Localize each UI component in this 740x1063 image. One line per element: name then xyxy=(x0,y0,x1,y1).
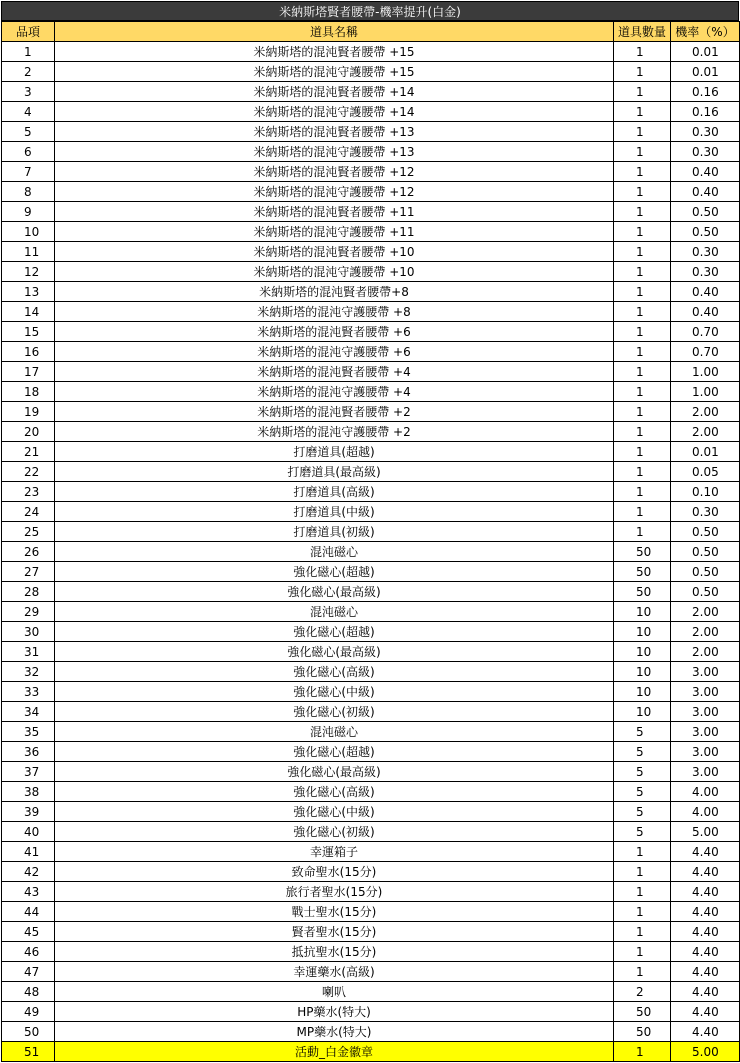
item-rate-cell: 4.40 xyxy=(671,922,740,942)
item-name-cell: 抵抗聖水(15分) xyxy=(55,942,614,962)
item-qty-cell: 1 xyxy=(614,82,671,102)
item-rate-cell: 0.16 xyxy=(671,82,740,102)
item-qty-cell: 1 xyxy=(614,1042,671,1062)
table-row xyxy=(2,502,740,522)
item-name-cell: 米納斯塔的混沌賢者腰帶 +12 xyxy=(55,162,614,182)
item-qty-cell: 1 xyxy=(614,502,671,522)
item-name-cell: 活動_白金徽章 xyxy=(55,1042,614,1062)
item-qty-cell: 1 xyxy=(614,342,671,362)
table-row xyxy=(2,802,740,822)
item-name-cell: 混沌磁心 xyxy=(55,602,614,622)
item-no-cell: 7 xyxy=(2,162,55,182)
item-qty-cell: 5 xyxy=(614,802,671,822)
item-qty-cell: 1 xyxy=(614,942,671,962)
table-row xyxy=(2,882,740,902)
item-name-cell: HP藥水(特大) xyxy=(55,1002,614,1022)
item-name-cell: 米納斯塔的混沌守護腰帶 +14 xyxy=(55,102,614,122)
item-rate-cell: 0.01 xyxy=(671,442,740,462)
table-row xyxy=(2,782,740,802)
item-no-cell: 24 xyxy=(2,502,55,522)
item-name-cell: 米納斯塔的混沌守護腰帶 +8 xyxy=(55,302,614,322)
item-name-cell: 幸運藥水(高級) xyxy=(55,962,614,982)
item-rate-cell: 0.01 xyxy=(671,62,740,82)
item-qty-cell: 1 xyxy=(614,462,671,482)
item-qty-cell: 1 xyxy=(614,382,671,402)
item-rate-cell: 2.00 xyxy=(671,422,740,442)
item-rate-cell: 0.01 xyxy=(671,42,740,62)
item-name-cell: 混沌磁心 xyxy=(55,722,614,742)
item-name-cell: 米納斯塔的混沌賢者腰帶 +15 xyxy=(55,42,614,62)
item-no-cell: 21 xyxy=(2,442,55,462)
item-qty-cell: 1 xyxy=(614,402,671,422)
item-name-cell: 強化磁心(中級) xyxy=(55,682,614,702)
table-row xyxy=(2,382,740,402)
item-qty-cell: 10 xyxy=(614,622,671,642)
table-row xyxy=(2,982,740,1002)
item-rate-cell: 2.00 xyxy=(671,402,740,422)
table-row xyxy=(2,642,740,662)
item-rate-cell: 0.30 xyxy=(671,502,740,522)
table-row xyxy=(2,182,740,202)
item-no-cell: 42 xyxy=(2,862,55,882)
item-name-cell: 米納斯塔的混沌賢者腰帶 +6 xyxy=(55,322,614,342)
item-qty-cell: 10 xyxy=(614,702,671,722)
item-name-cell: 米納斯塔的混沌賢者腰帶 +4 xyxy=(55,362,614,382)
item-qty-cell: 1 xyxy=(614,42,671,62)
item-no-cell: 3 xyxy=(2,82,55,102)
table-row xyxy=(2,862,740,882)
item-qty-cell: 1 xyxy=(614,902,671,922)
item-no-cell: 34 xyxy=(2,702,55,722)
item-no-cell: 39 xyxy=(2,802,55,822)
item-rate-cell: 1.00 xyxy=(671,362,740,382)
item-qty-cell: 1 xyxy=(614,222,671,242)
item-rate-cell: 4.40 xyxy=(671,902,740,922)
item-rate-cell: 0.70 xyxy=(671,342,740,362)
item-rate-cell: 3.00 xyxy=(671,762,740,782)
item-rate-cell: 3.00 xyxy=(671,722,740,742)
item-name-cell: 打磨道具(初級) xyxy=(55,522,614,542)
item-name-cell: 強化磁心(超越) xyxy=(55,742,614,762)
header-item-no: 品項 xyxy=(2,22,55,42)
item-name-cell: 旅行者聖水(15分) xyxy=(55,882,614,902)
item-no-cell: 1 xyxy=(2,42,55,62)
table-row xyxy=(2,282,740,302)
item-name-cell: 強化磁心(最高級) xyxy=(55,582,614,602)
item-name-cell: 米納斯塔的混沌守護腰帶 +13 xyxy=(55,142,614,162)
item-rate-cell: 0.50 xyxy=(671,202,740,222)
item-rate-cell: 2.00 xyxy=(671,622,740,642)
table-row xyxy=(2,202,740,222)
item-name-cell: 米納斯塔的混沌賢者腰帶+8 xyxy=(55,282,614,302)
item-qty-cell: 5 xyxy=(614,722,671,742)
item-qty-cell: 1 xyxy=(614,842,671,862)
table-row xyxy=(2,122,740,142)
sheet-title: 米納斯塔賢者腰帶-機率提升(白金) xyxy=(1,1,739,21)
table-row xyxy=(2,582,740,602)
item-no-cell: 33 xyxy=(2,682,55,702)
item-name-cell: 致命聖水(15分) xyxy=(55,862,614,882)
item-qty-cell: 1 xyxy=(614,882,671,902)
item-qty-cell: 1 xyxy=(614,182,671,202)
table-row xyxy=(2,362,740,382)
item-name-cell: 強化磁心(最高級) xyxy=(55,642,614,662)
item-name-cell: 打磨道具(超越) xyxy=(55,442,614,462)
table-row xyxy=(2,302,740,322)
table-row xyxy=(2,262,740,282)
item-rate-cell: 0.10 xyxy=(671,482,740,502)
item-rate-cell: 4.40 xyxy=(671,1022,740,1042)
item-rate-cell: 3.00 xyxy=(671,742,740,762)
item-qty-cell: 1 xyxy=(614,482,671,502)
item-no-cell: 37 xyxy=(2,762,55,782)
item-name-cell: 強化磁心(初級) xyxy=(55,822,614,842)
item-no-cell: 18 xyxy=(2,382,55,402)
item-rate-cell: 0.50 xyxy=(671,542,740,562)
item-no-cell: 47 xyxy=(2,962,55,982)
table-row xyxy=(2,702,740,722)
table-row xyxy=(2,542,740,562)
item-qty-cell: 1 xyxy=(614,442,671,462)
item-no-cell: 20 xyxy=(2,422,55,442)
item-name-cell: 強化磁心(高級) xyxy=(55,782,614,802)
table-row xyxy=(2,422,740,442)
item-no-cell: 41 xyxy=(2,842,55,862)
table-row xyxy=(2,842,740,862)
item-name-cell: 米納斯塔的混沌守護腰帶 +15 xyxy=(55,62,614,82)
item-no-cell: 32 xyxy=(2,662,55,682)
item-rate-cell: 5.00 xyxy=(671,1042,740,1062)
item-no-cell: 25 xyxy=(2,522,55,542)
probability-table xyxy=(1,21,740,1062)
item-rate-cell: 0.50 xyxy=(671,562,740,582)
item-name-cell: 強化磁心(高級) xyxy=(55,662,614,682)
table-row xyxy=(2,662,740,682)
item-rate-cell: 0.16 xyxy=(671,102,740,122)
item-name-cell: 打磨道具(最高級) xyxy=(55,462,614,482)
item-no-cell: 16 xyxy=(2,342,55,362)
item-rate-cell: 0.70 xyxy=(671,322,740,342)
item-no-cell: 49 xyxy=(2,1002,55,1022)
item-name-cell: 幸運箱子 xyxy=(55,842,614,862)
item-qty-cell: 1 xyxy=(614,142,671,162)
item-qty-cell: 5 xyxy=(614,782,671,802)
item-qty-cell: 5 xyxy=(614,762,671,782)
item-no-cell: 9 xyxy=(2,202,55,222)
header-item-name: 道具名稱 xyxy=(55,22,614,42)
item-no-cell: 46 xyxy=(2,942,55,962)
table-row xyxy=(2,322,740,342)
table-row xyxy=(2,722,740,742)
item-rate-cell: 4.00 xyxy=(671,782,740,802)
item-name-cell: 強化磁心(初級) xyxy=(55,702,614,722)
item-qty-cell: 1 xyxy=(614,522,671,542)
item-name-cell: 米納斯塔的混沌賢者腰帶 +13 xyxy=(55,122,614,142)
item-no-cell: 36 xyxy=(2,742,55,762)
table-row xyxy=(2,622,740,642)
table-header-row xyxy=(2,22,740,42)
item-name-cell: 打磨道具(中級) xyxy=(55,502,614,522)
item-rate-cell: 2.00 xyxy=(671,642,740,662)
item-rate-cell: 4.40 xyxy=(671,982,740,1002)
item-no-cell: 26 xyxy=(2,542,55,562)
item-rate-cell: 0.40 xyxy=(671,282,740,302)
item-qty-cell: 50 xyxy=(614,542,671,562)
table-row xyxy=(2,902,740,922)
item-name-cell: 喇叭 xyxy=(55,982,614,1002)
item-no-cell: 28 xyxy=(2,582,55,602)
item-qty-cell: 50 xyxy=(614,1002,671,1022)
item-rate-cell: 4.40 xyxy=(671,942,740,962)
item-qty-cell: 5 xyxy=(614,742,671,762)
item-qty-cell: 10 xyxy=(614,662,671,682)
item-qty-cell: 1 xyxy=(614,862,671,882)
header-item-qty: 道具數量 xyxy=(614,22,671,42)
item-no-cell: 31 xyxy=(2,642,55,662)
item-rate-cell: 5.00 xyxy=(671,822,740,842)
item-qty-cell: 1 xyxy=(614,282,671,302)
item-name-cell: 米納斯塔的混沌賢者腰帶 +10 xyxy=(55,242,614,262)
item-qty-cell: 10 xyxy=(614,642,671,662)
item-no-cell: 15 xyxy=(2,322,55,342)
table-row xyxy=(2,222,740,242)
item-rate-cell: 0.50 xyxy=(671,222,740,242)
table-row xyxy=(2,1002,740,1022)
item-no-cell: 45 xyxy=(2,922,55,942)
item-qty-cell: 10 xyxy=(614,682,671,702)
table-row xyxy=(2,602,740,622)
item-rate-cell: 0.30 xyxy=(671,142,740,162)
item-no-cell: 27 xyxy=(2,562,55,582)
item-qty-cell: 1 xyxy=(614,162,671,182)
item-name-cell: 米納斯塔的混沌守護腰帶 +2 xyxy=(55,422,614,442)
table-row xyxy=(2,62,740,82)
item-qty-cell: 2 xyxy=(614,982,671,1002)
item-rate-cell: 0.30 xyxy=(671,242,740,262)
item-rate-cell: 3.00 xyxy=(671,662,740,682)
item-no-cell: 14 xyxy=(2,302,55,322)
item-rate-cell: 3.00 xyxy=(671,682,740,702)
table-row xyxy=(2,342,740,362)
item-no-cell: 17 xyxy=(2,362,55,382)
item-qty-cell: 1 xyxy=(614,362,671,382)
item-no-cell: 29 xyxy=(2,602,55,622)
item-rate-cell: 0.30 xyxy=(671,262,740,282)
item-qty-cell: 1 xyxy=(614,422,671,442)
table-row xyxy=(2,562,740,582)
item-name-cell: 米納斯塔的混沌守護腰帶 +12 xyxy=(55,182,614,202)
item-rate-cell: 0.40 xyxy=(671,162,740,182)
table-row xyxy=(2,942,740,962)
item-rate-cell: 4.40 xyxy=(671,882,740,902)
table-row xyxy=(2,822,740,842)
item-no-cell: 35 xyxy=(2,722,55,742)
table-row xyxy=(2,922,740,942)
item-name-cell: 混沌磁心 xyxy=(55,542,614,562)
item-name-cell: 米納斯塔的混沌賢者腰帶 +11 xyxy=(55,202,614,222)
probability-sheet xyxy=(1,1,739,1062)
table-row xyxy=(2,482,740,502)
item-no-cell: 23 xyxy=(2,482,55,502)
item-rate-cell: 2.00 xyxy=(671,602,740,622)
item-name-cell: 米納斯塔的混沌賢者腰帶 +2 xyxy=(55,402,614,422)
item-no-cell: 50 xyxy=(2,1022,55,1042)
item-rate-cell: 0.40 xyxy=(671,182,740,202)
item-no-cell: 8 xyxy=(2,182,55,202)
item-qty-cell: 1 xyxy=(614,202,671,222)
item-no-cell: 10 xyxy=(2,222,55,242)
table-row xyxy=(2,102,740,122)
item-qty-cell: 1 xyxy=(614,322,671,342)
item-name-cell: 賢者聖水(15分) xyxy=(55,922,614,942)
table-row xyxy=(2,242,740,262)
item-name-cell: 米納斯塔的混沌守護腰帶 +6 xyxy=(55,342,614,362)
table-row xyxy=(2,462,740,482)
item-name-cell: 強化磁心(超越) xyxy=(55,622,614,642)
item-name-cell: MP藥水(特大) xyxy=(55,1022,614,1042)
item-no-cell: 6 xyxy=(2,142,55,162)
item-no-cell: 12 xyxy=(2,262,55,282)
item-rate-cell: 0.05 xyxy=(671,462,740,482)
item-rate-cell: 4.40 xyxy=(671,962,740,982)
item-name-cell: 米納斯塔的混沌守護腰帶 +10 xyxy=(55,262,614,282)
table-row xyxy=(2,742,740,762)
item-name-cell: 米納斯塔的混沌守護腰帶 +4 xyxy=(55,382,614,402)
item-qty-cell: 1 xyxy=(614,62,671,82)
item-qty-cell: 1 xyxy=(614,122,671,142)
item-name-cell: 米納斯塔的混沌守護腰帶 +11 xyxy=(55,222,614,242)
item-name-cell: 米納斯塔的混沌賢者腰帶 +14 xyxy=(55,82,614,102)
item-qty-cell: 1 xyxy=(614,262,671,282)
item-qty-cell: 1 xyxy=(614,962,671,982)
item-rate-cell: 4.40 xyxy=(671,842,740,862)
item-no-cell: 19 xyxy=(2,402,55,422)
item-qty-cell: 50 xyxy=(614,562,671,582)
item-rate-cell: 0.50 xyxy=(671,582,740,602)
item-no-cell: 40 xyxy=(2,822,55,842)
item-no-cell: 11 xyxy=(2,242,55,262)
item-rate-cell: 0.50 xyxy=(671,522,740,542)
item-qty-cell: 1 xyxy=(614,922,671,942)
item-no-cell: 22 xyxy=(2,462,55,482)
table-row xyxy=(2,442,740,462)
table-row xyxy=(2,1042,740,1062)
item-qty-cell: 5 xyxy=(614,822,671,842)
item-no-cell: 43 xyxy=(2,882,55,902)
table-row xyxy=(2,762,740,782)
table-row xyxy=(2,142,740,162)
item-qty-cell: 1 xyxy=(614,302,671,322)
item-qty-cell: 50 xyxy=(614,582,671,602)
table-row xyxy=(2,522,740,542)
item-rate-cell: 4.40 xyxy=(671,862,740,882)
item-rate-cell: 3.00 xyxy=(671,702,740,722)
item-name-cell: 戰士聖水(15分) xyxy=(55,902,614,922)
table-body xyxy=(2,42,740,1062)
table-row xyxy=(2,962,740,982)
item-qty-cell: 1 xyxy=(614,102,671,122)
table-row xyxy=(2,42,740,62)
item-no-cell: 38 xyxy=(2,782,55,802)
item-name-cell: 強化磁心(超越) xyxy=(55,562,614,582)
item-name-cell: 強化磁心(中級) xyxy=(55,802,614,822)
table-row xyxy=(2,402,740,422)
item-qty-cell: 10 xyxy=(614,602,671,622)
item-no-cell: 48 xyxy=(2,982,55,1002)
item-qty-cell: 50 xyxy=(614,1022,671,1042)
table-row xyxy=(2,1022,740,1042)
item-no-cell: 13 xyxy=(2,282,55,302)
table-row xyxy=(2,682,740,702)
item-qty-cell: 1 xyxy=(614,242,671,262)
item-no-cell: 30 xyxy=(2,622,55,642)
item-rate-cell: 0.30 xyxy=(671,122,740,142)
item-rate-cell: 0.40 xyxy=(671,302,740,322)
item-no-cell: 5 xyxy=(2,122,55,142)
header-item-rate: 機率（%） xyxy=(671,22,740,42)
item-name-cell: 強化磁心(最高級) xyxy=(55,762,614,782)
item-rate-cell: 4.40 xyxy=(671,1002,740,1022)
item-no-cell: 51 xyxy=(2,1042,55,1062)
item-no-cell: 4 xyxy=(2,102,55,122)
item-rate-cell: 4.00 xyxy=(671,802,740,822)
table-row xyxy=(2,162,740,182)
item-name-cell: 打磨道具(高級) xyxy=(55,482,614,502)
item-rate-cell: 1.00 xyxy=(671,382,740,402)
item-no-cell: 2 xyxy=(2,62,55,82)
item-no-cell: 44 xyxy=(2,902,55,922)
table-row xyxy=(2,82,740,102)
